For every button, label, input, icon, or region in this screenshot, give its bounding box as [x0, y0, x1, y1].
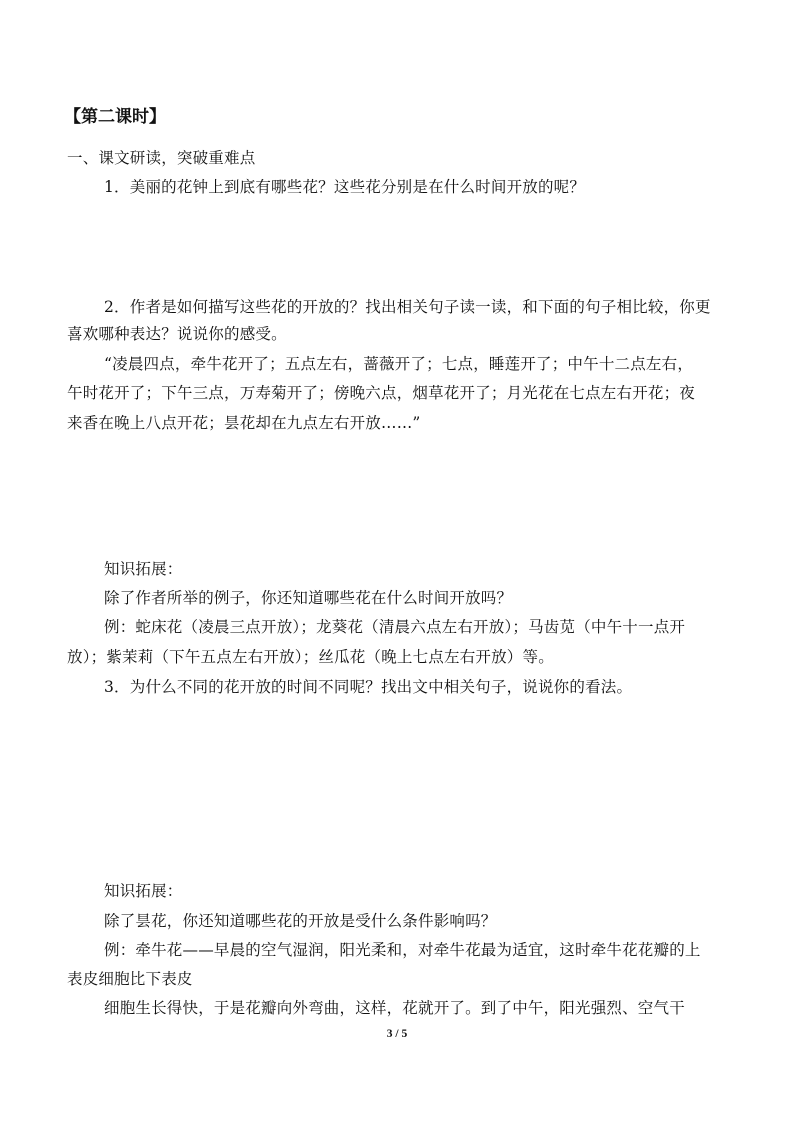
knowledge-extension-example-2-line-2: 表皮细胞比下表皮	[67, 970, 193, 988]
knowledge-extension-question-1: 除了作者所举的例子，你还知道哪些花在什么时间开放吗？	[104, 589, 513, 607]
question-2-line-1: 2．作者是如何描写这些花的开放的？找出相关句子读一读，和下面的句子相比较，你更	[104, 298, 711, 316]
question-1: 1．美丽的花钟上到底有哪些花？这些花分别是在什么时间开放的呢？	[104, 178, 586, 196]
knowledge-extension-example-1-line-1: 例：蛇床花（凌晨三点开放）；龙葵花（清晨六点左右开放）；马齿苋（中午十一点开	[104, 618, 686, 636]
page-number: 3 / 5	[386, 1028, 408, 1040]
lesson-title: 【第二课时】	[64, 107, 166, 127]
question-3: 3．为什么不同的花开放的时间不同呢？找出文中相关句子，说说你的看法。	[104, 678, 633, 696]
quote-line-2: 午时花开了；下午三点，万寿菊开了；傍晚六点，烟草花开了；月光花在七点左右开花；夜	[67, 384, 696, 402]
question-2-line-2: 喜欢哪种表达？说说你的感受。	[67, 325, 287, 343]
knowledge-extension-example-1-line-2: 放）；紫茉莉（下午五点左右开放）；丝瓜花（晚上七点左右开放）等。	[67, 648, 554, 666]
knowledge-extension-example-2-line-1: 例：牵牛花——早晨的空气湿润，阳光柔和，对牵牛花最为适宜，这时牵牛花花瓣的上	[104, 941, 701, 959]
quote-line-1: “凌晨四点，牵牛花开了；五点左右，蔷薇开了；七点，睡莲开了；中午十二点左右，	[104, 355, 694, 373]
section-heading: 一、课文研读，突破重难点	[67, 149, 256, 167]
knowledge-extension-example-2-line-3: 细胞生长得快，于是花瓣向外弯曲，这样，花就开了。到了中午，阳光强烈、空气干	[104, 999, 685, 1017]
knowledge-extension-label-1: 知识拓展：	[104, 560, 183, 578]
quote-line-3: 来香在晚上八点开花；昙花却在九点左右开放……”	[67, 414, 421, 432]
knowledge-extension-question-2: 除了昙花，你还知道哪些花的开放是受什么条件影响吗？	[104, 912, 497, 930]
knowledge-extension-label-2: 知识拓展：	[104, 882, 183, 900]
